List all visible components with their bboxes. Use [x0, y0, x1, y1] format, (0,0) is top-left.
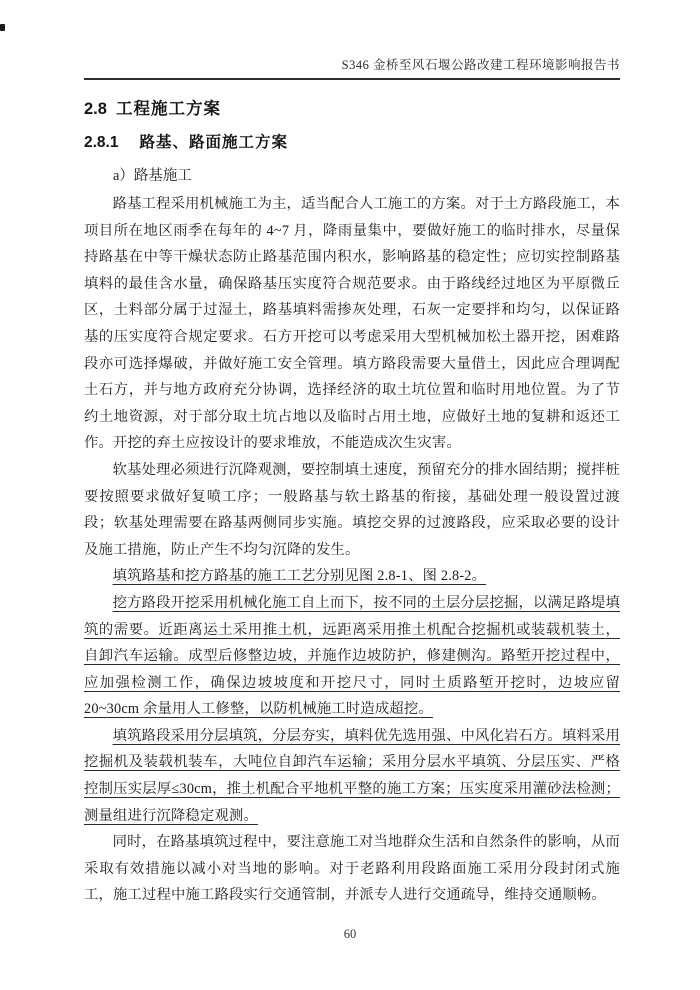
subsection-title: 路基、路面施工方案	[139, 134, 288, 151]
page-number: 60	[343, 927, 357, 941]
subsection-number: 2.8.1	[84, 134, 119, 151]
page-content	[84, 0, 620, 909]
body-text	[84, 191, 620, 909]
paragraph: 同时，在路基填筑过程中，要注意施工对当地群众生活和自然条件的影响，从而采取有效措施以减小对当地的影响。对于老路利用段路面施工采用分段封闭式施工，施工过程中施工路段实行交通管制，并派专人进行交通疏导，维持交通顺畅。	[84, 834, 620, 904]
section-number: 2.8	[84, 100, 107, 118]
section-title: 工程施工方案	[115, 100, 221, 118]
running-header-title: S346 金桥至风石堰公路改建工程环境影响报告书	[341, 58, 620, 72]
subsection-heading	[84, 130, 620, 152]
paragraph: 软基处理必须进行沉降观测，要控制填土速度，预留充分的排水固结期；搅拌桩要按照要求做好复喷工序；一般路基与软土路基的衔接，基础处理一般设置过渡段；软基处理需要在路基两侧同步实施。填挖交界的过渡路段，应采取必要的设计及施工措施，防止产生不均匀沉降的发生。	[84, 461, 620, 558]
running-header	[84, 0, 620, 80]
paragraph-underlined: 填筑路段采用分层填筑，分层夯实，填料优先选用强、中风化岩石方。填料采用挖掘机及装载机装车，大吨位自卸汽车运输；采用分层水平填筑、分层压实、严格控制压实层厚≤30cm，推土机配合平地机平整的施工方案；压实度采用灌砂法检测；测量组进行沉降稳定观测。	[84, 727, 620, 824]
paragraph-underlined: 挖方路段开挖采用机械化施工自上而下，按不同的土层分层挖掘，以满足路堤填筑的需要。近距离运土采用推土机，远距离采用推土机配合挖掘机或装载机装土，自卸汽车运输。成型后修整边坡，并施作边坡防护，修建侧沟。路堑开挖过程中，应加强检测工作，确保边坡坡度和开挖尺寸，同时土质路堑开挖时，边坡应留 20~30cm 余量用人工修整，以防机械施工时造成超挖。	[84, 594, 620, 718]
section-heading	[84, 95, 620, 119]
paragraph: 路基工程采用机械施工为主，适当配合人工施工的方案。对于土方路段施工，本项目所在地区雨季在每年的 4~7 月，降雨量集中，要做好施工的临时排水，尽量保持路基在中等干燥状态防止路基范围内积水，影响路基的稳定性；应切实控制路基填料的最佳含水量，确保路基压实度符合规范要求。由于路线经过地区为平原微丘区，土料部分属于过湿土，路基填料需掺灰处理，石灰一定要拌和均匀，以保证路基的压实度符合规定要求。石方开挖可以考虑采用大型机械加松土器开挖，困难路段亦可选择爆破，并做好施工安全管理。填方路段需要大量借土，因此应合理调配土石方，并与地方政府充分协调，选择经济的取土坑位置和临时用地位置。为了节约土地资源，对于部分取土坑占地以及临时占用土地，应做好土地的复耕和返还工作。开挖的弃土应按设计的要求堆放，不能造成次生灾害。	[84, 196, 620, 452]
page-footer	[0, 927, 700, 942]
item-label: a）路基施工	[113, 168, 192, 184]
paragraph-underlined: 填筑路基和挖方路基的施工工艺分别见图 2.8-1、图 2.8-2。	[112, 568, 487, 585]
scan-artifact	[0, 24, 5, 31]
